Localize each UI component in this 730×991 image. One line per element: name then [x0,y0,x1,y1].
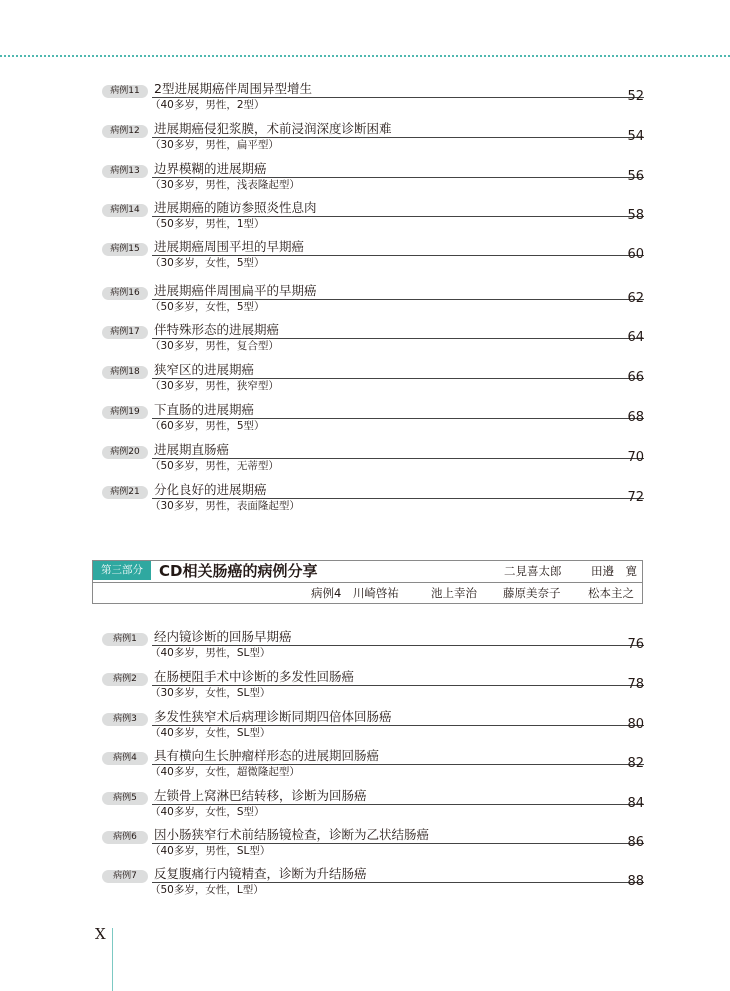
entry-page-number: 54 [627,129,644,144]
entry-page-number: 88 [627,874,644,889]
entry-patient-info: （60多岁，男性，5型） [150,420,265,432]
entry-underline [152,97,644,98]
case-number-badge: 病例2 [102,673,148,686]
entry-page-number: 80 [627,717,644,732]
entry-patient-info: （40多岁，女性，SL型） [150,727,271,739]
entry-title: 狭窄区的进展期癌 [154,362,255,377]
toc-entry[interactable] [0,120,730,152]
section-header[interactable] [92,560,643,604]
case-number-badge: 病例5 [102,792,148,805]
entry-patient-info: （30多岁，男性，复合型） [150,340,279,352]
entry-patient-info: （30多岁，男性，扁平型） [150,139,279,151]
entry-underline [152,255,644,256]
entry-page-number: 64 [627,330,644,345]
case-number-badge: 病例21 [102,486,148,499]
entry-patient-info: （40多岁，男性，2型） [150,99,265,111]
case-number-badge: 病例19 [102,406,148,419]
author-name: 藤原美奈子 [503,586,561,600]
entry-title: 在肠梗阻手术中诊断的多发性回肠癌 [154,669,355,684]
entry-title: 进展期癌的随访参照炎性息肉 [154,200,317,215]
case-number-badge: 病例3 [102,713,148,726]
case-number-badge: 病例1 [102,633,148,646]
entry-underline [152,299,644,300]
author-name: 池上幸治 [431,586,477,600]
case-number-badge: 病例14 [102,204,148,217]
entry-patient-info: （50多岁，男性，1型） [150,218,265,230]
case-number-badge: 病例4 [102,752,148,765]
case-number-badge: 病例17 [102,326,148,339]
entry-page-number: 76 [627,637,644,652]
case-number-badge: 病例7 [102,870,148,883]
section-title: CD相关肠癌的病例分享 [159,562,318,580]
toc-entry[interactable] [0,361,730,393]
entry-underline [152,498,644,499]
entry-underline [152,764,644,765]
entry-title: 进展期癌侵犯浆膜，术前浸润深度诊断困难 [154,121,392,136]
entry-patient-info: （40多岁，女性，超微隆起型） [150,766,300,778]
entry-underline [152,685,644,686]
entry-title: 进展期直肠癌 [154,442,230,457]
toc-entry[interactable] [0,708,730,740]
section-divider [93,582,642,583]
entry-patient-info: （50多岁，女性，5型） [150,301,265,313]
entry-title: 分化良好的进展期癌 [154,482,267,497]
author-name: 病例4 川崎啓祐 [311,586,399,600]
case-number-badge: 病例12 [102,125,148,138]
entry-page-number: 68 [627,410,644,425]
top-dotted-rule [0,55,730,57]
entry-page-number: 52 [627,89,644,104]
entry-patient-info: （50多岁，女性，L型） [150,884,264,896]
entry-patient-info: （30多岁，男性，浅表隆起型） [150,179,300,191]
toc-entry[interactable] [0,401,730,433]
case-number-badge: 病例13 [102,165,148,178]
entry-patient-info: （30多岁，男性，表面隆起型） [150,500,300,512]
entry-title: 具有横向生长肿瘤样形态的进展期回肠癌 [154,748,380,763]
entry-underline [152,378,644,379]
entry-title: 进展期癌伴周围扁平的早期癌 [154,283,317,298]
entry-page-number: 78 [627,677,644,692]
entry-title: 因小肠狭窄行术前结肠镜检查，诊断为乙状结肠癌 [154,827,430,842]
toc-entry[interactable] [0,668,730,700]
toc-entry[interactable] [0,787,730,819]
entry-title: 边界模糊的进展期癌 [154,161,267,176]
entry-page-number: 56 [627,169,644,184]
entry-patient-info: （50多岁，男性，无蒂型） [150,460,279,472]
entry-page-number: 84 [627,796,644,811]
section-label: 第三部分 [93,561,151,580]
case-number-badge: 病例15 [102,243,148,256]
entry-underline [152,458,644,459]
entry-page-number: 72 [627,490,644,505]
entry-page-number: 58 [627,208,644,223]
case-number-badge: 病例6 [102,831,148,844]
entry-underline [152,804,644,805]
entry-title: 2型进展期癌伴周围异型增生 [154,81,312,96]
author-name: 二見喜太郎 [504,564,562,578]
entry-page-number: 66 [627,370,644,385]
entry-title: 经内镜诊断的回肠早期癌 [154,629,292,644]
toc-entry[interactable] [0,481,730,513]
margin-line [112,928,113,991]
entry-page-number: 70 [627,450,644,465]
entry-underline [152,843,644,844]
entry-underline [152,418,644,419]
case-number-badge: 病例16 [102,287,148,300]
entry-title: 进展期癌周围平坦的早期癌 [154,239,305,254]
toc-entry[interactable] [0,865,730,897]
case-number-badge: 病例11 [102,85,148,98]
entry-title: 多发性狭窄术后病理诊断同期四倍体回肠癌 [154,709,392,724]
toc-entry[interactable] [0,628,730,660]
toc-entry[interactable] [0,160,730,192]
case-number-badge: 病例20 [102,446,148,459]
author-name: 松本主之 [588,586,634,600]
entry-title: 反复腹痛行内镜精查，诊断为升结肠癌 [154,866,367,881]
entry-underline [152,216,644,217]
entry-underline [152,137,644,138]
entry-page-number: 62 [627,291,644,306]
toc-entry[interactable] [0,238,730,270]
toc-entry[interactable] [0,747,730,779]
entry-patient-info: （30多岁，女性，5型） [150,257,265,269]
entry-underline [152,338,644,339]
entry-page-number: 86 [627,835,644,850]
entry-page-number: 60 [627,247,644,262]
toc-entry[interactable] [0,80,730,112]
entry-patient-info: （40多岁，男性，SL型） [150,845,271,857]
entry-patient-info: （40多岁，男性，SL型） [150,647,271,659]
toc-entry[interactable] [0,441,730,473]
entry-underline [152,177,644,178]
toc-entry[interactable] [0,321,730,353]
toc-entry[interactable] [0,282,730,314]
toc-entry[interactable] [0,826,730,858]
entry-title: 下直肠的进展期癌 [154,402,255,417]
entry-patient-info: （40多岁，女性，S型） [150,806,265,818]
case-number-badge: 病例18 [102,366,148,379]
entry-patient-info: （30多岁，男性，狭窄型） [150,380,279,392]
author-name: 田邉 寛 [591,564,637,578]
entry-underline [152,882,644,883]
entry-title: 伴特殊形态的进展期癌 [154,322,280,337]
entry-title: 左锁骨上窝淋巴结转移，诊断为回肠癌 [154,788,367,803]
entry-patient-info: （30多岁，女性，SL型） [150,687,271,699]
entry-page-number: 82 [627,756,644,771]
entry-underline [152,725,644,726]
folio-page-number: X [95,925,106,943]
entry-underline [152,645,644,646]
toc-entry[interactable] [0,199,730,231]
